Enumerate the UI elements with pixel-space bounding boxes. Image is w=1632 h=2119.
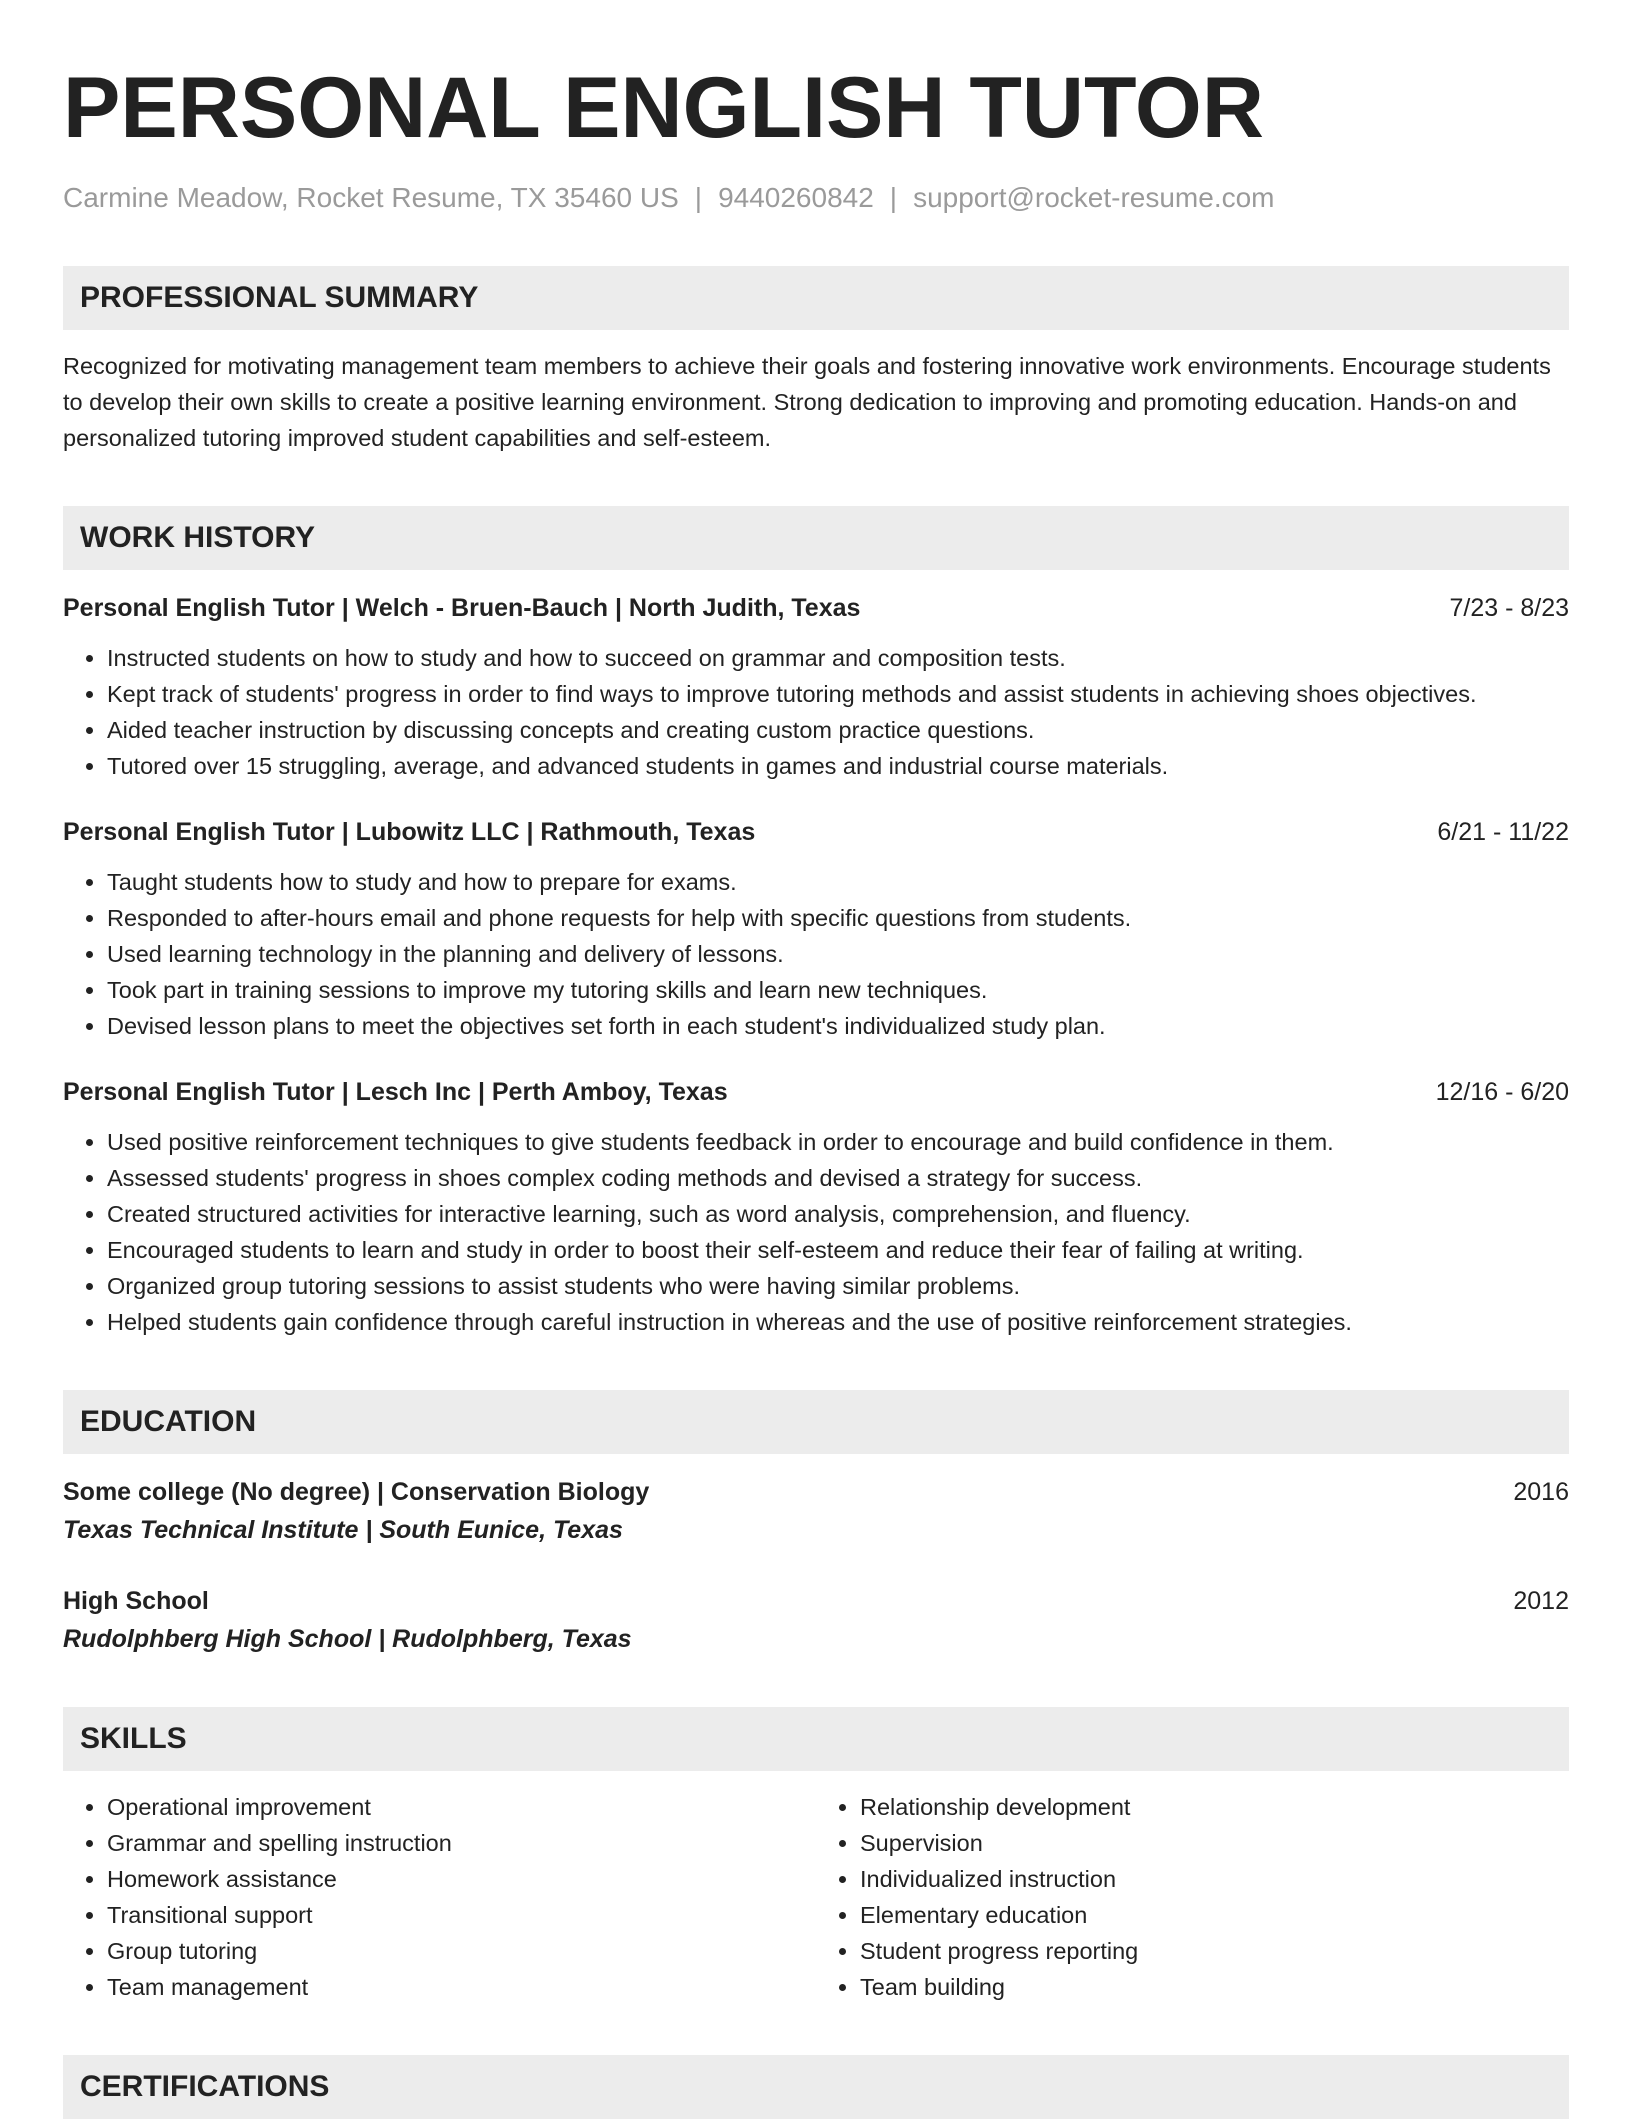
job-title: Personal English Tutor | Lesch Inc | Perth Amboy, Texas [63,1078,728,1106]
job-entry [63,590,1569,784]
education-school: Texas Technical Institute | South Eunice, Texas [63,1516,623,1544]
skills-column-left [63,1789,816,2005]
job-title: Personal English Tutor | Welch - Bruen-Bauch | North Judith, Texas [63,594,861,622]
job-entry [63,814,1569,1044]
contact-line [63,180,1569,216]
skill-item: • Student progress reporting [860,1933,1569,1969]
education-header [63,1583,1569,1619]
job-bullet: • Taught students how to study and how to prepare for exams. [107,864,1569,900]
contact-separator: | [889,182,898,213]
skill-item: • Operational improvement [107,1789,816,1825]
education-entry [63,1474,1569,1548]
contact-separator: | [694,182,703,213]
job-dates: 7/23 - 8/23 [1449,594,1569,622]
job-bullet: • Encouraged students to learn and study in order to boost their self-esteem and reduce their fear of failing at writing. [107,1232,1569,1268]
job-header [63,814,1569,850]
skill-item: • Supervision [860,1825,1569,1861]
job-bullet: • Kept track of students' progress in order to find ways to improve tutoring methods and assist students in achieving shoes objectives. [107,676,1569,712]
job-bullet: • Assessed students' progress in shoes complex coding methods and devised a strategy for success. [107,1160,1569,1196]
education-degree: High School [63,1587,209,1615]
summary-text: Recognized for motivating management team members to achieve their goals and fostering innovative work environments. Encourage students to develop their own skills to create a positive learning environment. Strong dedication to improving and promoting education. Hands-on and personalized tutoring improved student capabilities and self-esteem. [63,353,1551,451]
job-bullet: • Used positive reinforcement techniques to give students feedback in order to encourage and build confidence in them. [107,1124,1569,1160]
job-bullets [63,864,1569,1044]
job-bullet: • Took part in training sessions to improve my tutoring skills and learn new techniques. [107,972,1569,1008]
job-bullets [63,1124,1569,1340]
job-bullet: • Devised lesson plans to meet the objectives set forth in each student's individualized study plan. [107,1008,1569,1044]
education-degree: Some college (No degree) | Conservation Biology [63,1478,650,1506]
contact-phone: 9440260842 [718,182,874,213]
skill-item: • Individualized instruction [860,1861,1569,1897]
job-bullet: • Aided teacher instruction by discussing concepts and creating custom practice questions. [107,712,1569,748]
education-school: Rudolphberg High School | Rudolphberg, Texas [63,1625,632,1653]
job-header [63,590,1569,626]
skill-item: • Homework assistance [107,1861,816,1897]
education-header [63,1474,1569,1510]
job-bullet: • Responded to after-hours email and phone requests for help with specific questions from students. [107,900,1569,936]
section-heading-work-history: WORK HISTORY [63,506,1569,570]
section-heading-education: EDUCATION [63,1390,1569,1454]
job-bullet: • Organized group tutoring sessions to assist students who were having similar problems. [107,1268,1569,1304]
job-bullet: • Instructed students on how to study and how to succeed on grammar and composition tests. [107,640,1569,676]
job-bullet: • Created structured activities for interactive learning, such as word analysis, comprehension, and fluency. [107,1196,1569,1232]
skill-item: • Team management [107,1969,816,2005]
contact-address: Carmine Meadow, Rocket Resume, TX 35460 US [63,182,679,213]
skills-column-right [816,1789,1569,2005]
job-header [63,1074,1569,1110]
resume-title: PERSONAL ENGLISH TUTOR [63,60,1264,156]
job-title: Personal English Tutor | Lubowitz LLC | Rathmouth, Texas [63,818,756,846]
skills-list [63,1789,1569,2005]
job-bullet: • Used learning technology in the planning and delivery of lessons. [107,936,1569,972]
skill-item: • Grammar and spelling instruction [107,1825,816,1861]
contact-email: support@rocket-resume.com [913,182,1275,213]
skill-item: • Transitional support [107,1897,816,1933]
job-bullets [63,640,1569,784]
job-dates: 12/16 - 6/20 [1435,1078,1569,1106]
job-bullet: • Helped students gain confidence through careful instruction in whereas and the use of positive reinforcement strategies. [107,1304,1569,1340]
job-bullet: • Tutored over 15 struggling, average, and advanced students in games and industrial course materials. [107,748,1569,784]
section-heading-skills: SKILLS [63,1707,1569,1771]
education-year: 2012 [1513,1587,1569,1615]
job-entry [63,1074,1569,1340]
section-heading-summary: PROFESSIONAL SUMMARY [63,266,1569,330]
skill-item: • Elementary education [860,1897,1569,1933]
skill-item: • Relationship development [860,1789,1569,1825]
section-heading-certifications: CERTIFICATIONS [63,2055,1569,2119]
education-year: 2016 [1513,1478,1569,1506]
job-dates: 6/21 - 11/22 [1437,818,1569,846]
skill-item: • Group tutoring [107,1933,816,1969]
education-entry [63,1583,1569,1657]
skill-item: • Team building [860,1969,1569,2005]
